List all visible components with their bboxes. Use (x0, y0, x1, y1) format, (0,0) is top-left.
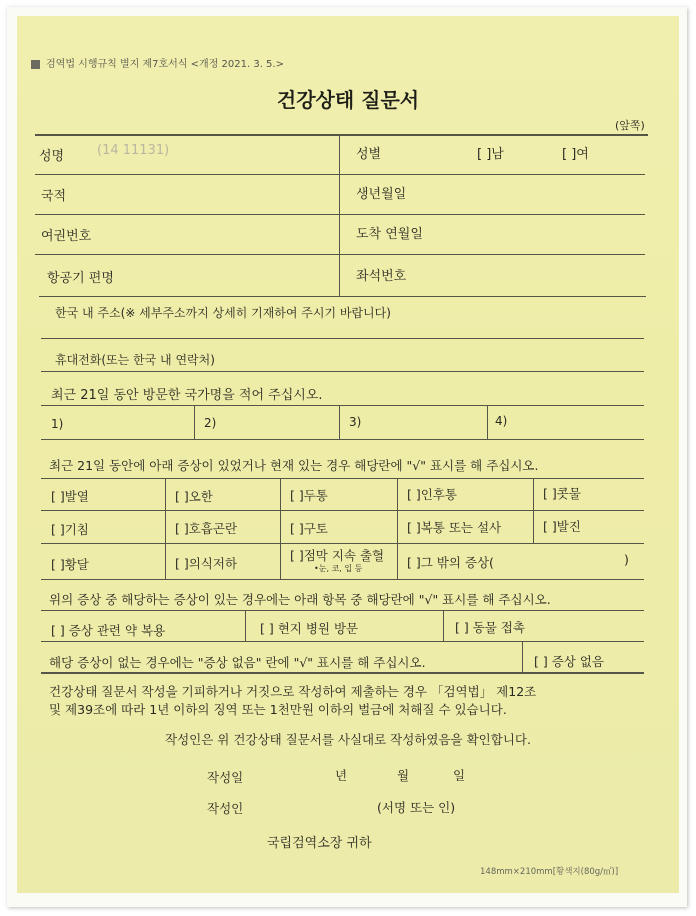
row-divider (41, 338, 644, 339)
no-symptom-checkbox[interactable]: [ ] 증상 없음 (534, 654, 604, 669)
dob-label: 생년월일 (356, 187, 407, 202)
female-checkbox[interactable]: [ ]여 (562, 147, 589, 162)
passport-label: 여권번호 (41, 229, 92, 244)
countries-prompt: 최근 21일 동안 방문한 국가명을 적어 주십시오. (51, 388, 323, 403)
addressee: 국립검역소장 귀하 (267, 836, 372, 851)
symptom-jaundice[interactable]: [ ]황달 (51, 557, 89, 572)
row-divider (41, 641, 644, 642)
month-label[interactable]: 월 (397, 768, 410, 783)
symptom-headache[interactable]: [ ]두통 (290, 488, 328, 503)
bottom-rule (41, 672, 644, 674)
row-divider (41, 579, 644, 580)
column-divider (443, 610, 444, 641)
date-label: 작성일 (207, 770, 244, 785)
symptom-chills[interactable]: [ ]오한 (175, 489, 213, 504)
symptom-sore-throat[interactable]: [ ]인후통 (407, 487, 457, 502)
bleeding-note: •눈, 코, 입 등 (314, 564, 363, 573)
nationality-label: 국적 (41, 189, 67, 204)
form-paper (17, 16, 679, 893)
column-divider (280, 478, 281, 579)
country-slot-3[interactable]: 3) (349, 415, 362, 429)
form-reference-text: 검역법 시행규칙 별지 제7호서식 <개정 2021. 3. 5.> (46, 59, 284, 70)
day-label[interactable]: 일 (453, 768, 466, 783)
warning-line-1: 건강상태 질문서 작성을 기피하거나 거짓으로 작성하여 제출하는 경우 「검역법」 제12조 (49, 684, 537, 699)
address-label: 한국 내 주소(※ 세부주소까지 상세히 기재하여 주시기 바랍니다) (55, 306, 391, 320)
column-divider (533, 478, 534, 543)
symptom-runny-nose[interactable]: [ ]콧물 (543, 486, 581, 501)
symptom-other-close: ) (624, 552, 629, 567)
option-hospital-visit[interactable]: [ ] 현지 병원 방문 (260, 621, 359, 636)
no-symptom-prompt: 해당 증상이 없는 경우에는 "증상 없음" 란에 "√" 표시를 해 주십시오. (49, 655, 426, 670)
phone-label: 휴대전화(또는 한국 내 연락처) (55, 353, 215, 367)
confirm-statement: 작성인은 위 건강상태 질문서를 사실대로 작성하였음을 확인합니다. (165, 732, 531, 747)
form-reference (31, 55, 284, 70)
row-divider (41, 610, 644, 611)
writer-label: 작성인 (207, 801, 244, 816)
column-divider (245, 610, 246, 641)
name-value[interactable]: (14 11131) (97, 143, 170, 158)
warning-line-2: 및 제39조에 따라 1년 이하의 징역 또는 1천만원 이하의 벌금에 처해질 수 있습니다. (49, 702, 507, 717)
option-animal-contact[interactable]: [ ] 동물 접촉 (455, 620, 525, 635)
arrival-date-label: 도착 연월일 (356, 227, 423, 242)
row-divider (35, 254, 645, 255)
symptom-abdominal-pain[interactable]: [ ]복통 또는 설사 (407, 520, 502, 535)
option-medication[interactable]: [ ] 증상 관련 약 복용 (51, 623, 166, 638)
column-divider (339, 405, 340, 439)
column-divider (522, 641, 523, 672)
row-divider (35, 174, 645, 175)
year-label[interactable]: 년 (335, 768, 348, 783)
page-side-label: (앞쪽) (615, 119, 645, 132)
square-bullet-icon (31, 60, 40, 69)
male-checkbox[interactable]: [ ]남 (477, 147, 504, 162)
column-divider (487, 405, 488, 439)
row-divider (41, 405, 644, 406)
column-divider (339, 134, 340, 296)
symptom-rash[interactable]: [ ]발진 (543, 519, 581, 534)
paper-spec: 148mm×210mm[황색지(80g/㎡)] (480, 867, 619, 877)
column-divider (165, 478, 166, 579)
country-slot-4[interactable]: 4) (495, 414, 508, 428)
row-divider (39, 296, 646, 297)
country-slot-2[interactable]: 2) (204, 416, 217, 430)
symptom-dyspnea[interactable]: [ ]호흡곤란 (175, 521, 238, 536)
row-divider (41, 371, 644, 372)
seat-label: 좌석번호 (356, 269, 407, 284)
name-label: 성명 (39, 149, 65, 164)
row-divider (41, 478, 644, 479)
sign-note[interactable]: (서명 또는 인) (377, 800, 456, 815)
row-divider (41, 510, 644, 511)
symptom-other[interactable]: [ ]그 밖의 증상( (407, 555, 494, 570)
symptom-vomiting[interactable]: [ ]구토 (290, 521, 328, 536)
sex-label: 성별 (356, 147, 382, 162)
symptom-reduced-consciousness[interactable]: [ ]의식저하 (175, 556, 238, 571)
column-divider (397, 478, 398, 579)
row-divider (41, 439, 644, 440)
symptom-mucosal-bleeding[interactable]: [ ]점막 지속 출혈 (290, 548, 385, 563)
symptoms-prompt: 최근 21일 동안에 아래 증상이 있었거나 현재 있는 경우 해당란에 "√" 표시를 해 주십시오. (49, 458, 539, 473)
symptom-fever[interactable]: [ ]발열 (51, 489, 89, 504)
symptom-cough[interactable]: [ ]기침 (51, 522, 89, 537)
followup-prompt: 위의 증상 중 해당하는 증상이 있는 경우에는 아래 항목 중 해당란에 "√" 표시를 해 주십시오. (49, 592, 551, 607)
flight-label: 항공기 편명 (47, 271, 114, 286)
row-divider (41, 543, 644, 544)
country-slot-1[interactable]: 1) (51, 417, 64, 431)
form-title: 건강상태 질문서 (276, 88, 420, 112)
column-divider (194, 405, 195, 439)
row-divider (35, 214, 645, 215)
top-rule (35, 134, 648, 136)
